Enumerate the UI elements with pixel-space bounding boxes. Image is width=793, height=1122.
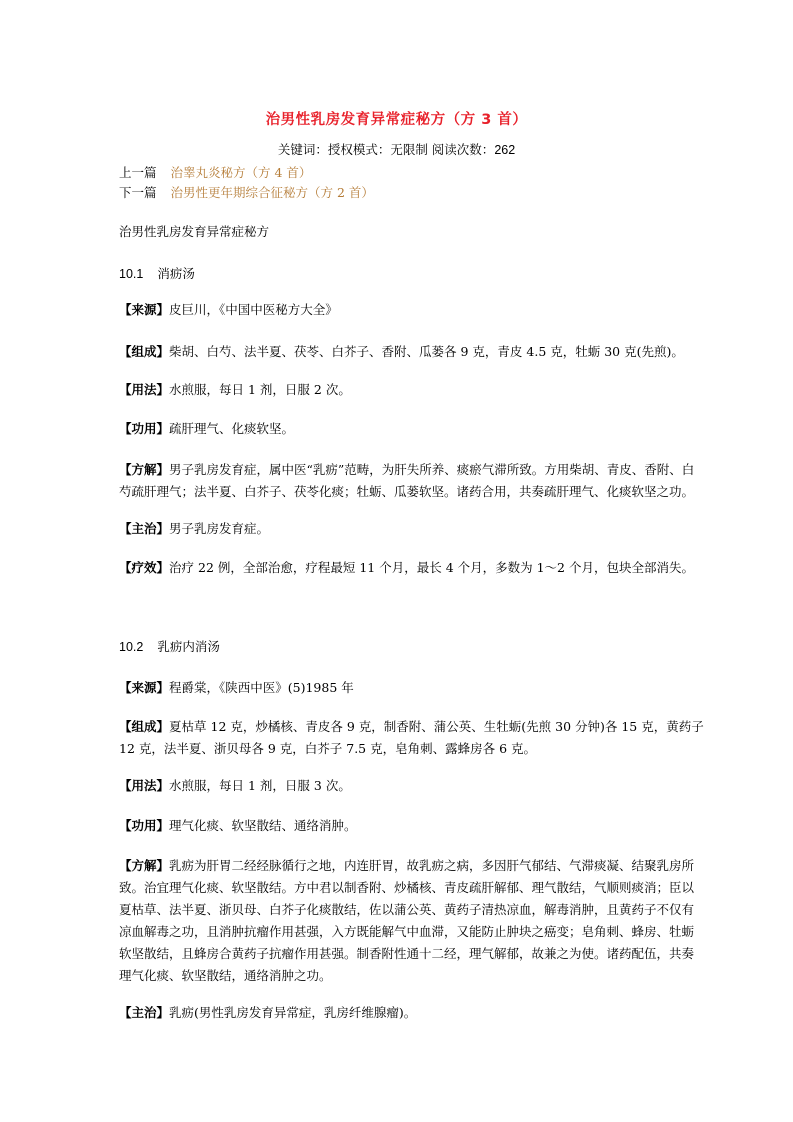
indication-line [119,1003,689,1021]
source-line [119,678,689,696]
page-title: 治男性乳房发育异常症秘方（方 3 首） [265,112,528,128]
explanation-line: 夏枯草、法半夏、浙贝母、白芥子化痰散结，佐以蒲公英、黄药子清热凉血，解毒消肿，且黄药子不仅有 [119,902,695,917]
indication-text: 乳疬(男性乳房发育异常症，乳房纤维腺瘤)。 [169,1005,417,1020]
usage-text: 水煎服，每日 1 剂，日服 2 次。 [169,382,351,397]
section-number: 10.2 [119,640,144,654]
usage-text: 水煎服，每日 1 剂，日服 3 次。 [169,778,351,793]
explanation-tag: 【方解】 [119,462,170,477]
source-text: 程爵棠，《陕西中医》(5)1985 年 [169,680,354,695]
result-text: 治疗 22 例，全部治愈，疗程最短 11 个月，最长 4 个月，多数为 1～2 个月，包块全部消失。 [169,560,694,575]
effect-tag: 【功用】 [119,818,170,833]
explanation-line: 致。治宜理气化痰、软坚散结。方中君以制香附、炒橘核、青皮疏肝解郁、理气散结，气顺则痰消；臣以 [119,880,695,895]
composition-line [119,342,689,360]
effect-line [119,816,689,834]
composition-line: 12 克，法半夏、浙贝母各 9 克，白芥子 7.5 克，皂角刺、露蜂房各 6 克。 [119,741,537,756]
composition-text: 夏枯草 12 克，炒橘核、青皮各 9 克，制香附、蒲公英、生牡蛎(先煎 30 分钟)各 15 克，黄药子 [169,719,704,734]
next-article-link[interactable]: 治男性更年期综合征秘方（方 2 首） [170,185,374,200]
indication-text: 男子乳房发育症。 [169,521,270,536]
effect-line [119,419,689,437]
result-line [119,558,694,576]
composition-tag: 【组成】 [119,344,170,359]
effect-text: 理气化痰、软坚散结、通络消肿。 [169,818,357,833]
source-tag: 【来源】 [119,680,170,695]
explanation-line: 理气化痰、软坚散结，通络消肿之功。 [119,968,332,983]
indication-line [119,519,689,537]
source-text: 皮巨川，《中国中医秘方大全》 [169,302,338,317]
explanation-line [119,856,695,874]
explanation-text: 乳疬为肝胃二经经脉循行之地，内连肝胃，故乳疬之病，多因肝气郁结、气滞痰凝、结聚乳房所 [169,858,695,873]
source-line [119,300,689,318]
intro-heading: 治男性乳房发育异常症秘方 [119,224,270,239]
section-heading [119,637,689,655]
composition-line [119,717,704,735]
prev-article [119,163,311,181]
explanation-line: 凉血解毒之功，且消肿抗瘤作用甚强，入方既能解气中血滞，又能防止肿块之癌变；皂角刺、蜂房、牡蛎 [119,924,695,939]
next-article [119,183,374,201]
indication-tag: 【主治】 [119,521,170,536]
explanation-text: 男子乳房发育症，属中医“乳疬”范畴，为肝失所养、痰瘀气滞所致。方用柴胡、青皮、香附、白 [169,462,695,477]
composition-tag: 【组成】 [119,719,170,734]
explanation-tag: 【方解】 [119,858,170,873]
section-heading [119,264,689,282]
indication-tag: 【主治】 [119,1005,170,1020]
explanation-line: 芍疏肝理气；法半夏、白芥子、茯苓化痰；牡蛎、瓜蒌软坚。诸药合用，共奏疏肝理气、化痰软坚之功。 [119,484,695,499]
result-tag: 【疗效】 [119,560,170,575]
section-name: 消疬汤 [157,266,195,281]
usage-line [119,380,689,398]
explanation-line [119,460,695,478]
article-meta [0,140,793,158]
effect-text: 疏肝理气、化痰软坚。 [169,421,295,436]
usage-tag: 【用法】 [119,382,170,397]
section-name: 乳疬内消汤 [157,639,220,654]
prev-label: 上一篇 [119,165,157,180]
read-count: 262 [494,143,516,157]
composition-text: 柴胡、白芍、法半夏、茯苓、白芥子、香附、瓜蒌各 9 克，青皮 4.5 克，牡蛎 30 克(先煎)。 [169,344,684,359]
effect-tag: 【功用】 [119,421,170,436]
next-label: 下一篇 [119,185,157,200]
usage-tag: 【用法】 [119,778,170,793]
prev-article-link[interactable]: 治睾丸炎秘方（方 4 首） [170,165,312,180]
explanation-line: 软坚散结，且蜂房合黄药子抗瘤作用甚强。制香附性通十二经，理气解郁，故兼之为使。诸药配伍，共奏 [119,946,695,961]
section-number: 10.1 [119,267,144,281]
usage-line [119,776,689,794]
meta-text: 关键词：授权模式：无限制 阅读次数： [277,142,495,157]
source-tag: 【来源】 [119,302,170,317]
